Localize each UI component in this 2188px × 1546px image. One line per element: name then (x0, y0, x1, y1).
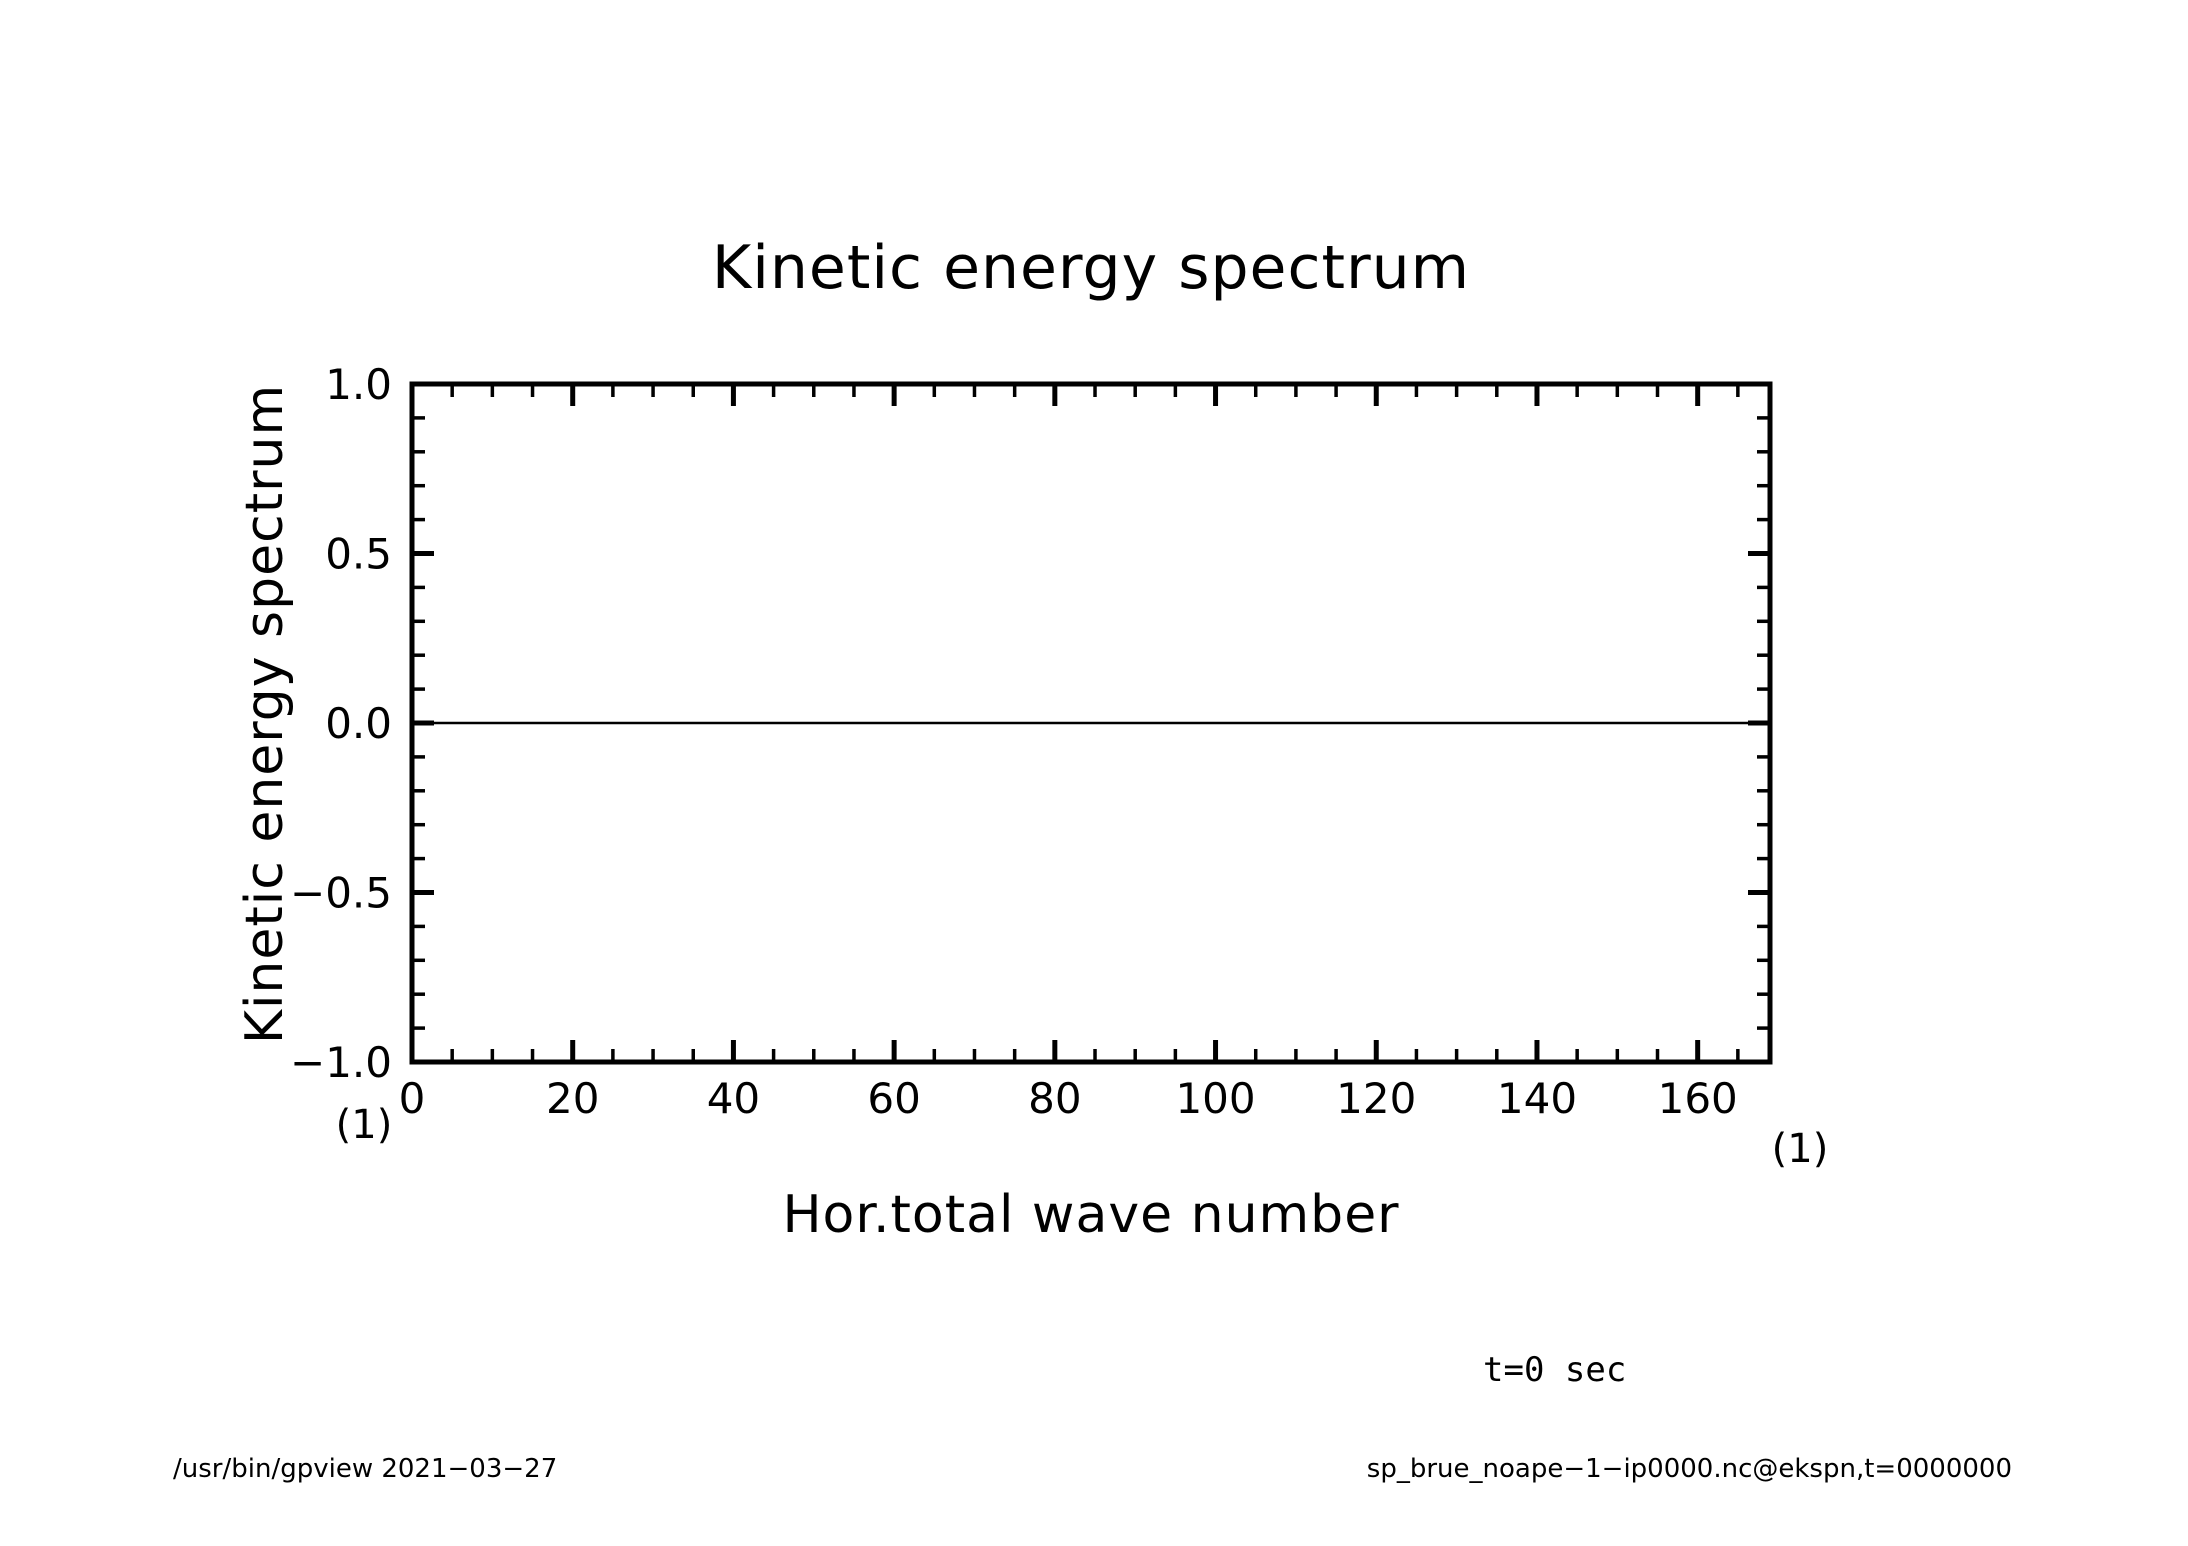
x-tick-label: 100 (1175, 1074, 1256, 1123)
y-tick-label: 1.0 (325, 360, 392, 409)
x-tick-label: 40 (706, 1074, 761, 1123)
tick-label-layer (290, 360, 1738, 1123)
x-axis-label: Hor.total wave number (782, 1185, 1400, 1245)
time-annotation: t=0 sec (1483, 1350, 1627, 1390)
y-tick-label: 0.5 (325, 529, 392, 579)
chart-title: Kinetic energy spectrum (711, 233, 1471, 303)
y-axis-unit-label: (1) (335, 1102, 393, 1148)
y-tick-label: 0.0 (325, 699, 392, 748)
footer-command-line: /usr/bin/gpview 2021−03−27 (173, 1454, 558, 1484)
x-tick-label: 120 (1336, 1074, 1417, 1123)
x-tick-label: 140 (1496, 1074, 1578, 1123)
x-tick-label: 0 (398, 1074, 426, 1123)
x-tick-label: 20 (545, 1074, 600, 1123)
y-tick-label: −0.5 (290, 868, 392, 918)
y-tick-label: −1.0 (290, 1038, 392, 1087)
y-axis-label: Kinetic energy spectrum (235, 383, 295, 1045)
footer-file-info: sp_brue_noape−1−ip0000.nc@ekspn,t=0000000 (1366, 1454, 2012, 1484)
x-tick-label: 80 (1028, 1074, 1082, 1123)
x-axis-unit-label: (1) (1771, 1126, 1829, 1172)
x-tick-label: 160 (1657, 1074, 1738, 1123)
x-tick-label: 60 (867, 1074, 921, 1123)
